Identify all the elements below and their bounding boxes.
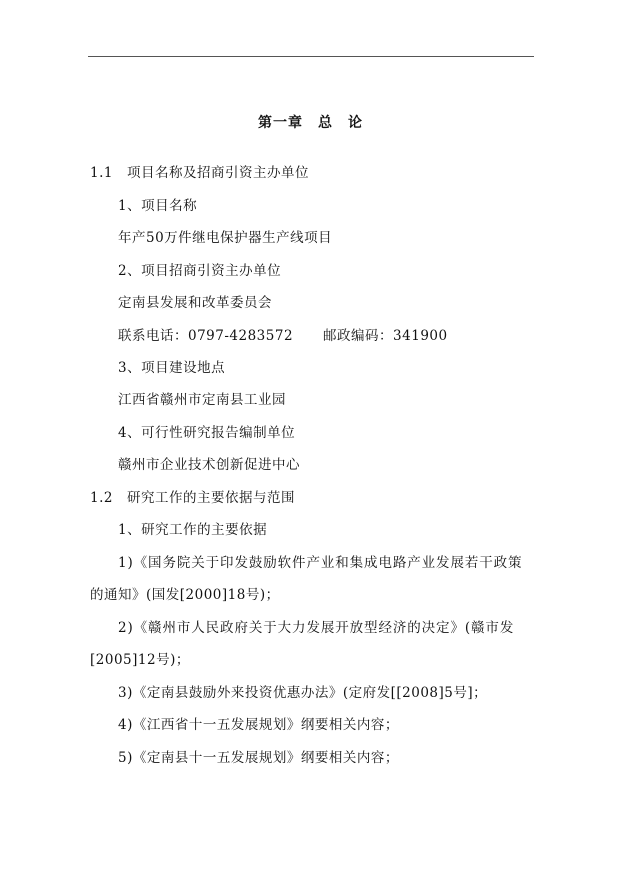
postcode-text: 邮政编码：341900 <box>323 328 448 344</box>
basis-item-5: 5)《定南县十一五发展规划》纲要相关内容； <box>118 750 399 766</box>
item-heading: 1、研究工作的主要依据 <box>118 522 268 538</box>
basis-item-1-cont: 的通知》(国发[2000]18号)； <box>90 587 280 603</box>
project-name: 年产50万件继电保护器生产线项目 <box>118 230 333 246</box>
report-author: 赣州市企业技术创新促进中心 <box>118 457 300 473</box>
item-heading: 2、项目招商引资主办单位 <box>118 263 282 279</box>
organizer-name: 定南县发展和改革委员会 <box>118 295 272 311</box>
chapter-title: 第一章 总 论 <box>258 115 363 131</box>
item-heading: 3、项目建设地点 <box>118 360 226 376</box>
basis-item-4: 4)《江西省十一五发展规划》纲要相关内容； <box>118 717 399 733</box>
section-heading-1-2: 1.2 研究工作的主要依据与范围 <box>90 490 295 506</box>
item-heading: 4、可行性研究报告编制单位 <box>118 425 296 441</box>
basis-item-2-cont: [2005]12号)； <box>90 652 190 668</box>
basis-item-2: 2)《赣州市人民政府关于大力发展开放型经济的决定》(赣市发 <box>118 620 515 636</box>
phone-text: 联系电话：0797-4283572 <box>118 328 294 344</box>
header-rule <box>88 56 534 57</box>
section-heading-1-1: 1.1 项目名称及招商引资主办单位 <box>90 165 309 181</box>
basis-item-3: 3)《定南县鼓励外来投资优惠办法》(定府发[[2008]5号]； <box>118 685 488 701</box>
contact-line <box>118 327 448 345</box>
item-heading: 1、项目名称 <box>118 198 198 214</box>
project-location: 江西省赣州市定南县工业园 <box>118 392 286 408</box>
basis-item-1: 1)《国务院关于印发鼓励软件产业和集成电路产业发展若干政策 <box>118 555 523 571</box>
